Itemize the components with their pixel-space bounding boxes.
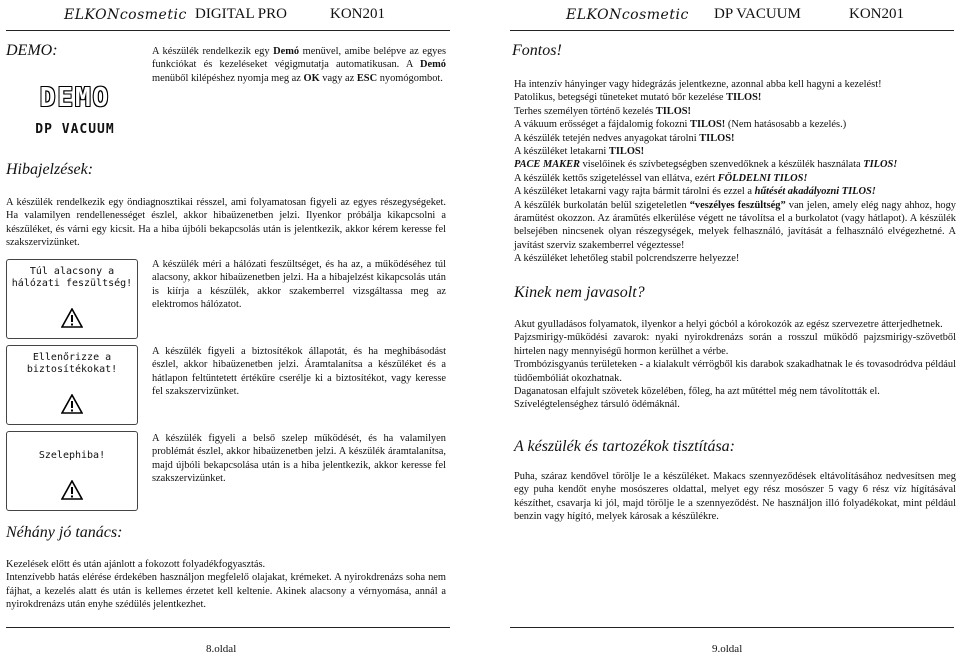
error-display-text: Szelephiba! <box>38 450 106 461</box>
contra-list <box>514 318 956 412</box>
demo-text: A készülék rendelkezik egy Demó menüvel, amibe belépve az egyes funkciókat és kezeléseket végigmutatja automatikusan. A Demó menüből kilépéshez nyomja meg az OK vagy az ESC nyomógombot. <box>152 46 447 84</box>
error-display-fuses <box>6 345 138 425</box>
left-page-number: 8.oldal <box>206 643 237 655</box>
voltage-text: A készülék burkolatán belül szigeteletlen “veszélyes feszültség” van jelen, amely elég nagy ahhoz, hogy áramütést okozzon. Az áramütés elkerülése végett ne távolítsa el a burkolatot (vagy hátlapot). A készülék belsejében nincsenek olyan részegységek, melyek felhasználó, javítását a felhasználó elvégezhetné. A javítást szerviz szakemberrel végeztesse! <box>514 199 956 251</box>
warning-icon <box>61 308 83 328</box>
demo-display-line2: DP VACUUM <box>35 122 115 137</box>
left-brand-logo: ELKONcosmetic <box>64 7 187 23</box>
error-text-valve: A készülék figyeli a belső szelep működését, és ha valamilyen problémát észlel, akkor hibaüzenetben jelzi. A készülék áramtalanítsa, majd újbóli bekapcsolása után is a hiba jelentkezik, akkor keresse fel szakszervizünket. <box>152 433 446 485</box>
right-brand-logo: ELKONcosmetic <box>566 7 689 23</box>
demo-heading: DEMO: <box>6 42 58 59</box>
warning-icon <box>61 480 83 500</box>
caution-line: A készülék tetején nedves anyagokat tárolni TILOS! <box>514 132 735 144</box>
errors-heading: Hibajelzések: <box>6 161 94 178</box>
tips-heading: Néhány jó tanács: <box>6 524 123 541</box>
caution-heading: Fontos! <box>512 42 562 59</box>
left-footer-rule <box>6 627 450 628</box>
caution-line: Ha intenzív hányinger vagy hidegrázás jelentkezne, azonnal abba kell hagyni a kezelést! <box>514 79 882 90</box>
right-model-title: DP VACUUM <box>714 6 801 22</box>
clean-text: Puha, száraz kendővel törölje le a készüléket. Makacs szennyeződések eltávolításához nedvesítsen meg egy puha kendőt enyhe mosószeres oldattal, melyet egy rész mosószer 5 vagy 6 rész víz hígításával készíthet, csavarja ki jól, majd törölje le a szennyeződést. Ne használjon illó folyadékokat, mint például benzin vagy hígító, melyek károsak a készülékre. <box>514 471 956 523</box>
right-header-rule <box>510 30 954 31</box>
error-display-text: Ellenőrizze a biztosítékokat! <box>26 352 118 375</box>
tips-text <box>6 558 446 612</box>
error-display-text: Túl alacsony a hálózati feszültség! <box>11 266 133 289</box>
tips-line: Kezelések előtt és után ajánlott a fokozott folyadékfogyasztás. <box>6 559 266 570</box>
error-text-fuses: A készülék figyeli a biztosítékok állapotát, és ha meghibásodást észlel, akkor hibaüzenetben jelzi. Áramtalanítsa a készüléket és a hátlapon feltüntetett értékűre cserélje ki a biztosítékot, vagy keresse fel szakszervizünket. <box>152 346 446 398</box>
tips-line: Intenzívebb hatás elérése érdekében használjon megfelelő olajakat, krémeket. A nyirokdrenázs soha nem fájhat, a kezelés alatt és után is kellemes érzetet kell keltenie. Akinek alacsony a vérnyomása, annál a nyirokdrenázs után enyhe szédülés jelentkezhet. <box>6 572 446 611</box>
contra-line: Daganatosan elfajult szövetek közelében, főleg, ha azt műtéttel még nem távolították el. <box>514 386 880 398</box>
voltage-last-line: A készüléket lehetőleg stabil polcrendszerre helyezze! <box>514 253 740 265</box>
error-display-valve <box>6 431 138 511</box>
right-code: KON201 <box>849 6 904 22</box>
ground-line: A készülék kettős szigeteléssel van ellátva, ezért FÖLDELNI TILOS! <box>514 172 808 184</box>
contra-line: Akut gyulladásos folyamatok, ilyenkor a helyi gócból a kórokozók az egész szervezetre átterjedhetnek. <box>514 319 943 330</box>
contra-heading: Kinek nem javasolt? <box>514 284 645 301</box>
caution-line: Patolikus, betegségi tüneteket mutató bőr kezelése TILOS! <box>514 92 762 104</box>
error-text-low-voltage: A készülék méri a hálózati feszültséget, és ha az, a működéséhez túl alacsony, akkor hibaüzenetben jelzi. Ha a hibajelzést kikapcsolás után is kiírja a készülék, akkor szakemberrel vizsgáltassa meg az elektromos hálózatot. <box>152 259 446 311</box>
right-page-number: 9.oldal <box>712 643 743 655</box>
warning-icon <box>61 394 83 414</box>
left-code: KON201 <box>330 6 385 22</box>
errors-intro-text: A készülék rendelkezik egy öndiagnosztikai résszel, ami folyamatosan figyeli az egyes részegységeket. Ha valamilyen rendellenességet észlel, akkor hibaüzenetben jelzi. Ilyenkor próbálja kikapcsolni a készüléket, és várni egy kicsit. Ha a hiba újbóli bekapcsolás után is jelentkezik, akkor kérem keresse fel szakszervizünket. <box>6 197 446 249</box>
caution-line: A készüléket letakarni TILOS! <box>514 146 645 158</box>
demo-display <box>14 84 136 144</box>
caution-line: A vákuum erősséget a fájdalomig fokozni TILOS! (Nem hatásosabb a kezelés.) <box>514 119 847 131</box>
caution-list <box>514 78 958 266</box>
error-display-low-voltage <box>6 259 138 339</box>
clean-heading: A készülék és tartozékok tisztítása: <box>514 438 735 455</box>
left-model-title: DIGITAL PRO <box>195 6 287 22</box>
left-header-rule <box>6 30 450 31</box>
pacemaker-line: PACE MAKER viselőinek és szívbetegségben szenvedőknek a készülék használata TILOS! <box>514 159 898 171</box>
caution-line: Terhes személyen történő kezelés TILOS! <box>514 105 692 117</box>
right-footer-rule <box>510 627 954 628</box>
contra-line: Szívelégtelenséghez társuló ödémáknál. <box>514 399 680 411</box>
contra-line: Pajzsmirigy-működési zavarok: nyaki nyirokdrenázs során a rosszul működő pajzsmirigy-szövetből hirtelen nagy mennyiségű hormon kerülhet a vérbe. <box>514 332 956 357</box>
cover-line: A készüléket letakarni vagy rajta bármit tárolni és ezzel a hűtését akadályozni TILOS! <box>514 186 876 198</box>
contra-line: Trombózisgyanús területeken - a kialakult vérrögből kis darabok szakadhatnak le és tovasodródva például tüdőembóliát okozhatnak. <box>514 359 956 384</box>
demo-display-line1: DEMO <box>39 83 111 113</box>
